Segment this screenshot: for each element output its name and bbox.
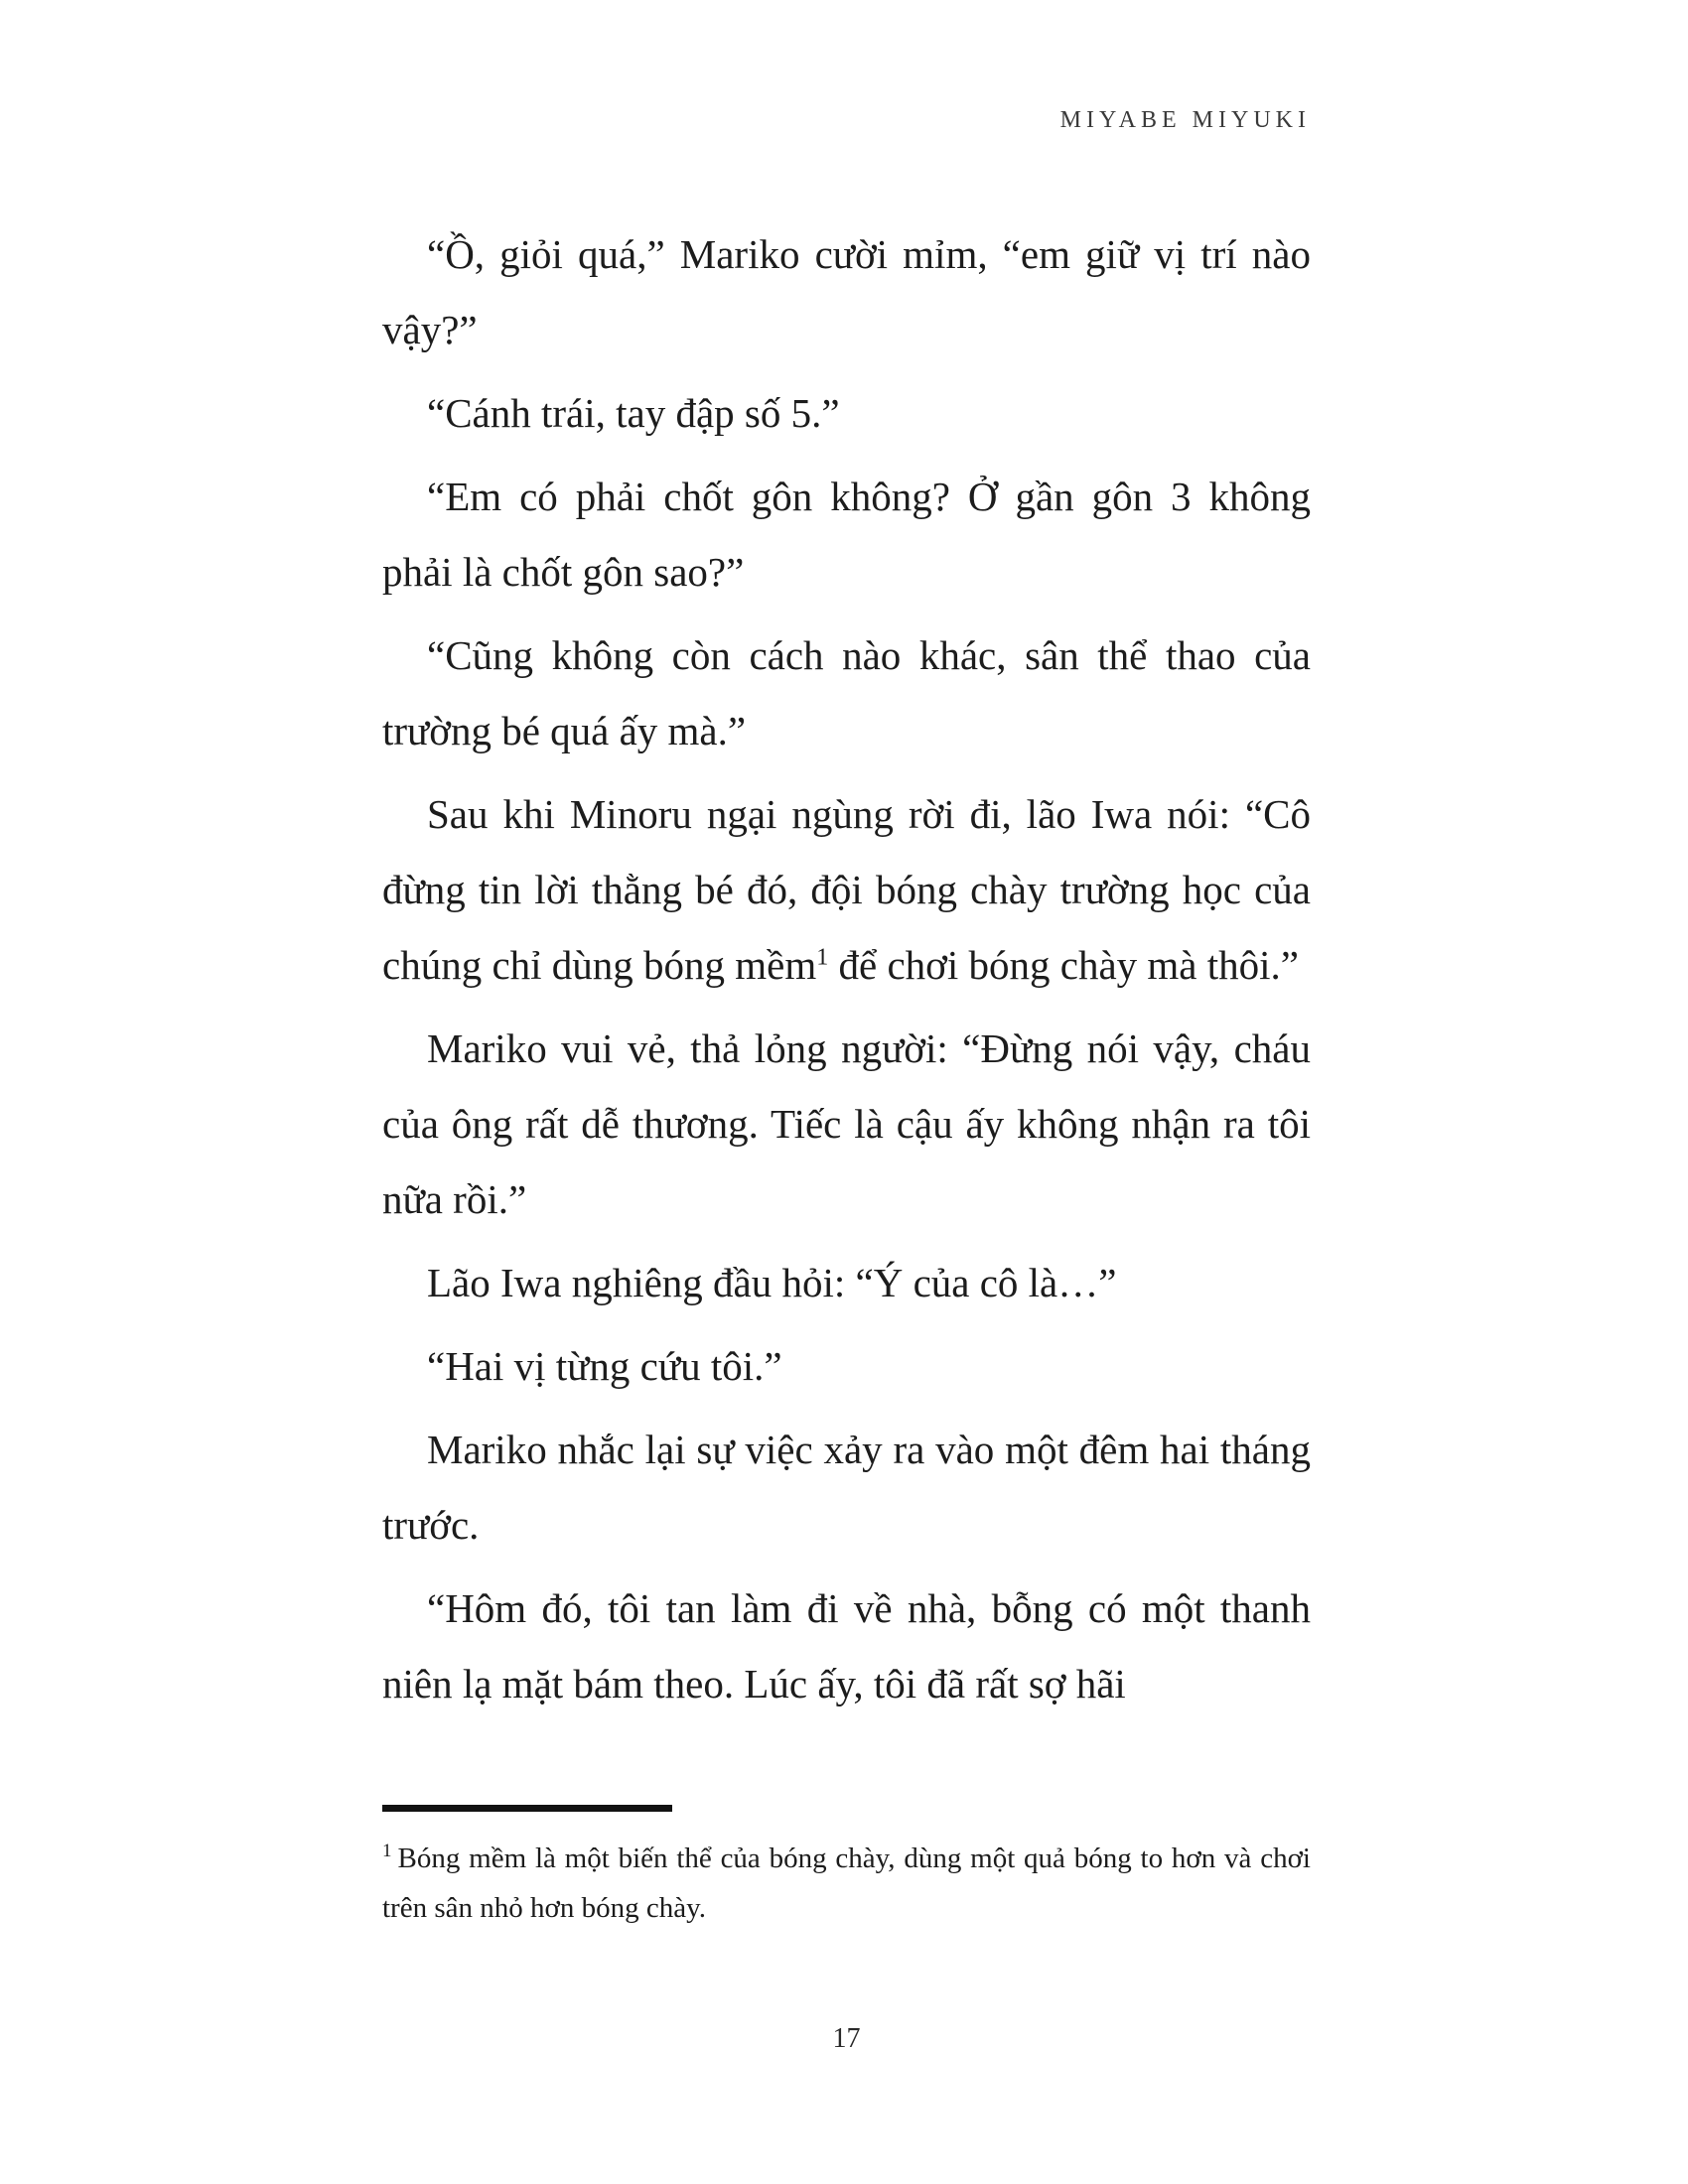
- paragraph-text: Sau khi Minoru ngại ngùng rời đi, lão Iwa nói: “Cô đừng tin lời thằng bé đó, đội bóng chày trường học của chúng chỉ dùng bóng mềm: [382, 791, 1311, 988]
- running-header: MIYABE MIYUKI: [1059, 107, 1311, 133]
- paragraph: “Ồ, giỏi quá,” Mariko cười mỉm, “em giữ vị trí nào vậy?”: [382, 231, 1311, 352]
- footnote-text: Bóng mềm là một biến thể của bóng chày, dùng một quả bóng to hơn và chơi trên sân nhỏ hơn bóng chày.: [382, 1843, 1311, 1924]
- footnote-number-marker: 1: [382, 1841, 392, 1862]
- paragraph: “Cũng không còn cách nào khác, sân thể thao của trường bé quá ấy mà.”: [382, 632, 1311, 753]
- paragraph: “Cánh trái, tay đập số 5.”: [427, 390, 840, 436]
- page-number: 17: [832, 2023, 861, 2054]
- paragraph: “Em có phải chốt gôn không? Ở gần gôn 3 không phải là chốt gôn sao?”: [382, 474, 1311, 595]
- paragraph: Lão Iwa nghiêng đầu hỏi: “Ý của cô là…”: [427, 1260, 1117, 1305]
- body-text-block: [382, 216, 1311, 1729]
- paragraph-with-footnote-ref: [382, 776, 1311, 1003]
- paragraph-text: để chơi bóng chày mà thôi.”: [828, 942, 1299, 988]
- paragraph: Mariko nhắc lại sự việc xảy ra vào một đêm hai tháng trước.: [382, 1427, 1311, 1548]
- footnote: [382, 1834, 1311, 1933]
- paragraph: “Hai vị từng cứu tôi.”: [427, 1343, 782, 1389]
- footnote-reference-marker: 1: [816, 944, 829, 971]
- paragraph: “Hôm đó, tôi tan làm đi về nhà, bỗng có một thanh niên lạ mặt bám theo. Lúc ấy, tôi đã rất sợ hãi: [382, 1585, 1311, 1706]
- footnote-section: [382, 1805, 1311, 1933]
- footnote-divider: [382, 1805, 672, 1812]
- paragraph: Mariko vui vẻ, thả lỏng người: “Đừng nói vậy, cháu của ông rất dễ thương. Tiếc là cậu ấy không nhận ra tôi nữa rồi.”: [382, 1025, 1311, 1222]
